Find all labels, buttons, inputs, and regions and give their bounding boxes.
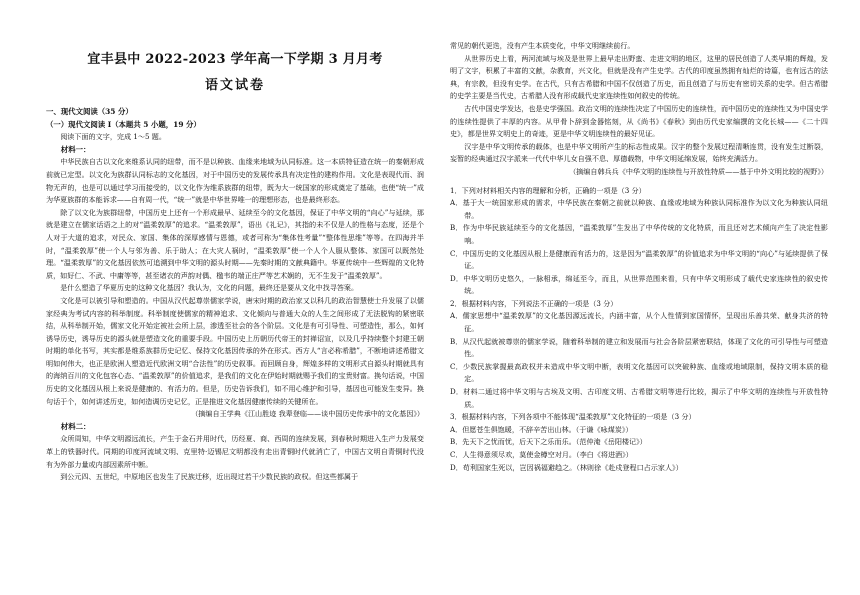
material-label: 材料二： — [60, 421, 91, 431]
question-option: D．中华文明历史悠久，一脉相承，绵延至今，而且，从世界范围来看，只有中华文明形成了载代史家连续性的叙史传统。 — [450, 273, 828, 296]
question-option: B．作为中华民族延续至今的文化基因，“温柔敦厚”生发出了中华传统的文化特质，而且还对艺术倾向产生了决定性影响。 — [450, 223, 828, 245]
question-stem: 2．根据材料内容，下列说法不正确的一项是（3 分） — [450, 298, 618, 308]
question-option: B．先天下之忧而忧，后天下之乐而乐。（范仲淹《岳阳楼记》） — [450, 437, 647, 447]
question-option: C．人生得意须尽欢，莫使金樽空对月。（李白《将进酒》） — [450, 450, 633, 459]
source-citation: （摘编自王学典《江山胜迹 我辈登临——谈中国历史传承中的文化基因》） — [191, 409, 424, 419]
question-option: D．苟利国家生死以，岂因祸福避趋之。（林则徐《赴戍登程口占示家人》） — [450, 462, 683, 472]
paragraph: 古代中国史学发达，也是史学强国。政治文明的连续性决定了中国历史的连续性，而中国历史的连续性又为中国史学的连续性提供了丰厚的内容。从甲骨卜辞到金器铭刻，从《尚书》《春秋》到由历代史家编撰的文化长城——《二十四史》，都是世界文明史上的奇迹，更是中华文明连续性的最好见证。 — [450, 103, 828, 139]
source-citation: （摘编自韩兵兵《中华文明的连续性与开放性特质——基于中外文明比较的视野》） — [569, 166, 828, 176]
paragraph: 从世界历史上看，两河流域与埃及是世界上最早走出野蛮、走进文明的地区，这里的居民创造了人类早期的辉煌，发明了文字，积累了丰富的文献，杂教育，兴文化，但就是没有产生史学。古代的印度虽然拥有灿烂的诗篇，也有远古的法典，有宗教，但没有史学。在古代，只有古希腊和中国不仅创造了历史，而且创造了与历史有密切关系的史学。但古希腊的史学主要是当代史，古希腊人没有形成载代史家连续性如何叙史的传统。 — [450, 53, 828, 101]
section-heading: 一、现代文阅读（35 分） — [46, 107, 133, 116]
paragraph: 除了以文化为族群纽带，中国历史上还有一个形成最早、延续至今的文化基因，保证了中华文明的“向心”与延续，那就是建立在儒家话语之上的对“温柔敦厚”的追求。“温柔敦厚”，语出《礼记》，其指的未不仅是人的性格与态度，还是个人对于大道的追求，对民众、家国、集体的深厚感情与恩德，或者可称为“集体性考量”“整体性思维”等等。在四海并半时，“温柔敦厚”使一个人与邻为善、乐于助人；在大灾人祸时，“温柔敦厚”使一个人个人服从整体、家国可以既然处理。“温柔敦厚”的文化基因依然可追溯到中华文明的源头时期——先秦时期的文献典籍中。华夏传统中一些辉煌的文化特质，如好仁、不武、中庸等等，甚至诸衣的声韵对偶、楹韦的端正庄严等艺术娴的，无不生发于“温柔敦厚”。 — [46, 207, 424, 280]
paragraph: 到公元四、五世纪，中原地区也发生了民族迁移，近出现过若干少数民族的政权。但这些都属于 — [60, 472, 359, 482]
paragraph: 文化是可以被引导和塑造的。中国从汉代起尊崇儒家学说，唐宋时期的政治家又以科几的政治智慧使士升发展了以儒家经典为考试内容的科举制度。科举制度使儒家的精神追求、文化倾向与普通大众的人生之间形成了无法脱钩的紧密联结，从科举制开始，儒家文化开始定被社会所上层，渗透至社会的各个阶层。文化是有可引导性、可塑造性，那么，如何诱导历史，诱导历史的源头就是塑造文化的重要手段。中国历史上历朝历代帝王的封禅诏宣，以及几乎持续整个封建王朝时期的单化书写，其实都是维系族群历史记忆、保持文化基因传承的外在形式。西方人“言必称希腊”，不断地讲述希腊文明如何伟大，也正是欧洲人塑造近代欧洲文明“合法性”的历史叙事。而回顾自身，辉煌多样的文明形式自源头时期就具有的海纳百川的文化包容心态、“温柔敦厚”的价值追求，是我们的文化在伊始时期就赐予我们的宝贵财富。换句话说，中国历史的文化基因从根上来说是健康的、有活力的。但是，历史告诉我们，如不用心维护和引导，基因也可能发生变异。换句话于个，如何讲述历史，如何造调历史记忆，正是推进文化基因健康传续的关键所在。 — [46, 295, 424, 406]
left-column — [46, 40, 424, 484]
exam-subtitle: 语文试卷 — [204, 78, 265, 93]
question-option: A．但愿苍生俱饱暖，不辞辛苦出山林。（于谦《咏煤炭》） — [450, 424, 633, 434]
question-option: C．少数民族掌握最高政权并未造成中华文明中断，表明文化基因可以突破种族、血缘或地域限制，保持文明本质的稳定。 — [450, 361, 828, 384]
paragraph: 常见的朝代更迭，没有产生本质变化，中华文明继续前行。 — [450, 41, 635, 50]
question-option: C．中国历史的文化基因从根上是健康而有活力的，这是因为“温柔敦厚”的价值追求为中华文明的“向心”与延续提供了保证。 — [450, 248, 828, 271]
question-option: A．基于大一统国家形成的需求，中华民族在秦朝之前就以种族、血缘或地域为种族认同标准作为以文化为种族认同纽带。 — [450, 198, 828, 220]
paragraph: 众所周知，中华文明源远流长，产生于金石并用时代，历经夏、商、西周的连续发展，到春秋时期进入生产力发展变革上的铁器时代。同期的印度河流域文明、克里特·迈锡尼文明都没有走出青铜时代就消亡了，中国古文明自青铜时代没有为外部力量或内部因素所中断。 — [46, 434, 424, 469]
paragraph: 中华民族自古以文化来维系认同的纽带，而不是以种族、血缘来地域为认同标准。这一本质特征造在统一的秦朝形成前就已定型。以文化为族群认同标志的文化基因，对于中国历史的发展传承具有决定性的建构作用。文化是表现代而、润物无声的，也是可以通过学习而接受的，以文化作为维系族群的纽带，既为大一统国家的形成奠定了基础，也使“统一”成为华夏族群的本能诉求——自有周一代，“统一”就是中华世界唯一的理想形态，也是最终形态。 — [46, 157, 424, 205]
question-stem: 1．下列对材料相关内容的理解和分析，正确的一项是（3 分） — [450, 185, 646, 195]
question-option: D．材料二通过将中华文明与古埃及文明、古印度文明、古希腊文明等进行比较，揭示了中华文明的连续性与开放性特质。 — [450, 387, 828, 409]
exam-title: 宜丰县中 2022-2023 学年高一下学期 3 月月考 — [87, 52, 383, 67]
paragraph: 是什么塑造了华夏历史的这种文化基因？我认为，文化的问题，最终还是要从文化中找寻答案。 — [60, 283, 359, 293]
right-column — [450, 40, 828, 474]
question-stem: 3．根据材料内容，下列各项中不能体现“温柔敦厚”文化特征的一项是（3 分） — [450, 412, 696, 422]
instruction: 阅读下面的文字，完成 1～5 题。 — [60, 132, 166, 142]
material-label: 材料一： — [60, 144, 91, 154]
paragraph: 汉字是中华文明传承的载体，也是中华文明所产生的标志性成果。汉字的整个发展过程清晰连贯，没有发生过断裂，妄暂的经典通过汉字派来一代代中华儿女自强不息、厚德载物，中华文明延绵发展，始终充满活力。 — [450, 141, 828, 164]
question-option: A．儒家思想中“温柔敦厚”的文化基因源远流长，内涵丰富，从个人性情到家国情怀，呈现出乐善共荣、献身共济的特征。 — [450, 311, 828, 334]
subsection-heading: （一）现代文阅读 I（本题共 5 小题，19 分） — [46, 119, 201, 129]
question-option: B．从汉代起就被尊崇的儒家学说，随着科举制的建立和发展而与社会各阶层紧密联结，体现了文化的可引导性与可塑造性。 — [450, 336, 828, 359]
